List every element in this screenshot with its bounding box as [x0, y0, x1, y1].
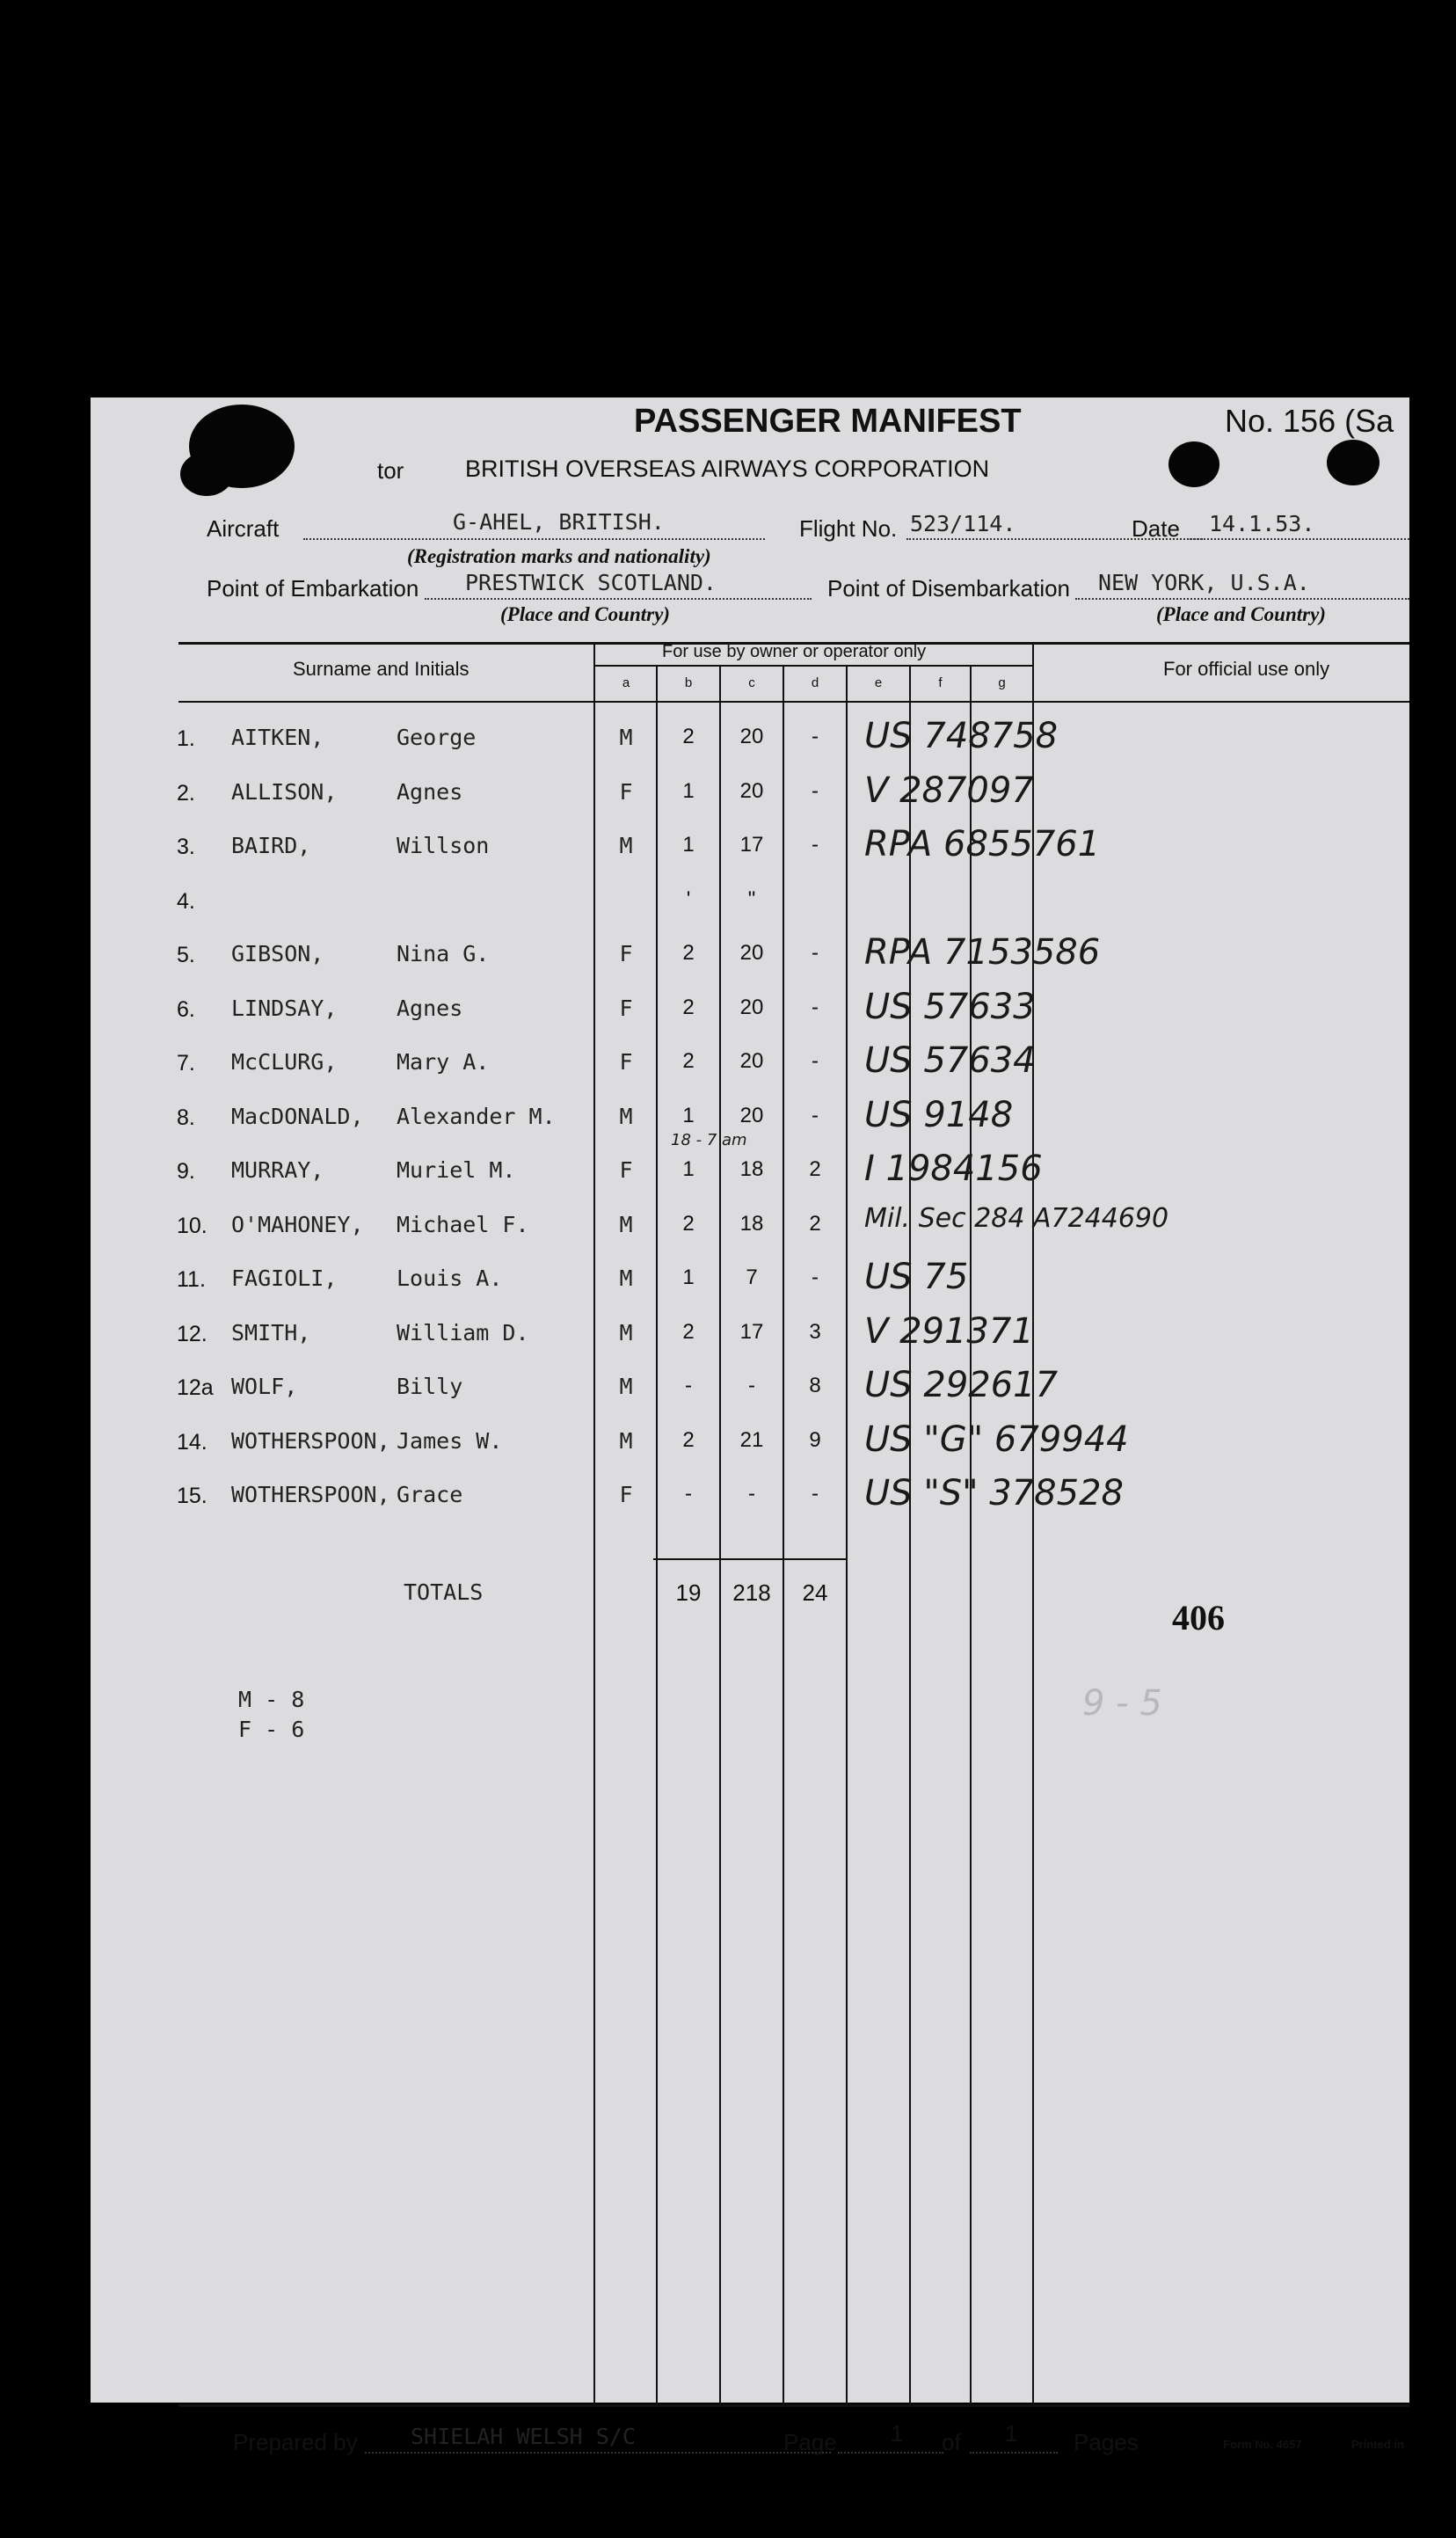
aircraft-value: G-AHEL, BRITISH.	[453, 509, 665, 535]
faint-note: 9 - 5	[1082, 1683, 1162, 1724]
passenger-surname: WOTHERSPOON,	[231, 1482, 390, 1507]
col-b-header: b	[684, 675, 693, 690]
official-entry: US 748758	[864, 716, 1059, 756]
official-entry: US 9148	[864, 1095, 1014, 1135]
manifest-number: No. 156 (Sa	[1225, 403, 1394, 439]
official-entry: I 1984156	[864, 1149, 1043, 1189]
col-c-header: c	[748, 675, 755, 690]
embarkation-label: Point of Embarkation	[207, 575, 419, 602]
passenger-surname: FAGIOLI,	[231, 1265, 338, 1291]
col-b-value: 2	[682, 1049, 695, 1073]
official-entry: V 287097	[864, 770, 1034, 811]
col-b-value: 2	[682, 996, 695, 1019]
col-b-value: '	[686, 887, 691, 911]
col-b-value: -	[685, 1374, 692, 1397]
passenger-surname: BAIRD,	[231, 833, 311, 858]
passenger-surname: AITKEN,	[231, 725, 324, 750]
col-d-value: 2	[809, 1157, 821, 1181]
col-d-value: 3	[809, 1320, 821, 1344]
row-number: 10.	[177, 1214, 207, 1238]
col-d-value: -	[812, 833, 819, 857]
official-entry: US "G" 679944	[864, 1419, 1129, 1460]
page-number: 1	[891, 2420, 904, 2447]
col-c-value: 20	[739, 996, 764, 1019]
passenger-given-name: William D.	[397, 1320, 529, 1346]
registration-note: (Registration marks and nationality)	[407, 545, 711, 567]
col-b-value: 2	[682, 1320, 695, 1344]
ink-blot	[180, 452, 233, 496]
passenger-given-name: Grace	[397, 1482, 463, 1507]
total-d: 24	[802, 1579, 828, 1606]
col-a-sex: M	[619, 833, 633, 858]
operator-name: BRITISH OVERSEAS AIRWAYS CORPORATION	[465, 456, 990, 482]
row-number: 11.	[177, 1267, 206, 1292]
official-entry: US 292617	[864, 1365, 1059, 1405]
passenger-given-name: Alexander M.	[397, 1104, 556, 1129]
passenger-given-name: Willson	[397, 833, 490, 858]
col-d-value: 2	[809, 1212, 821, 1236]
col-a-sex: M	[619, 1265, 633, 1291]
official-entry: US 75	[864, 1257, 969, 1297]
col-c-value: 20	[739, 779, 764, 803]
official-entry: US 57634	[864, 1040, 1036, 1081]
passenger-given-name: George	[397, 725, 477, 750]
col-d-value: -	[812, 996, 819, 1019]
col-c-value: 18	[739, 1212, 764, 1236]
col-c-value: 18	[739, 1157, 764, 1181]
col-d-value: -	[812, 1049, 819, 1073]
col-f-header: f	[938, 675, 943, 690]
official-entry: Mil. Sec 284 A7244690	[864, 1203, 1169, 1234]
disembarkation-value: NEW YORK, U.S.A.	[1098, 570, 1310, 595]
col-d-value: -	[812, 941, 819, 965]
col-a-sex: M	[619, 1212, 633, 1237]
row-number: 2.	[177, 781, 195, 806]
col-a-sex: F	[619, 1482, 633, 1507]
col-a-sex: M	[619, 1320, 633, 1346]
row-number: 15.	[177, 1484, 207, 1508]
totals-label: TOTALS	[404, 1579, 484, 1605]
col-a-sex: F	[619, 1049, 633, 1075]
col-c-value: 20	[739, 725, 764, 748]
passenger-surname: McCLURG,	[231, 1049, 338, 1075]
place-note-disembarkation: (Place and Country)	[1156, 603, 1326, 625]
passenger-given-name: Muriel M.	[397, 1157, 516, 1183]
passenger-surname: SMITH,	[231, 1320, 311, 1346]
col-b-value: 1	[682, 1265, 695, 1289]
col-d-value: -	[812, 1265, 819, 1289]
col-a-sex: F	[619, 779, 633, 805]
place-note-embarkation: (Place and Country)	[500, 603, 670, 625]
row-number: 4.	[177, 889, 195, 914]
date-value: 14.1.53.	[1209, 511, 1315, 536]
col-c-value: 17	[739, 1320, 764, 1344]
pages-label: Pages	[1074, 2429, 1139, 2455]
passenger-given-name: James W.	[397, 1428, 503, 1454]
passenger-surname: WOTHERSPOON,	[231, 1428, 390, 1454]
official-entry: RPA 7153586	[864, 932, 1101, 973]
printed-in: Printed in	[1351, 2438, 1404, 2451]
passenger-given-name: Michael F.	[397, 1212, 529, 1237]
official-entry: V 291371	[864, 1311, 1034, 1352]
passenger-surname: ALLISON,	[231, 779, 338, 805]
passenger-surname: WOLF,	[231, 1374, 298, 1399]
male-count: M - 8	[238, 1687, 305, 1712]
passenger-surname: O'MAHONEY,	[231, 1212, 364, 1237]
row-number: 9.	[177, 1159, 195, 1184]
col-d-value: 8	[809, 1374, 821, 1397]
form-number: Form No. 4657	[1223, 2438, 1302, 2451]
col-b-value: 2	[682, 1428, 695, 1452]
row-number: 7.	[177, 1051, 195, 1076]
flight-label: Flight No.	[799, 515, 898, 542]
official-entry: US "S" 378528	[864, 1473, 1124, 1513]
of-label: of	[942, 2429, 961, 2455]
row-number: 12.	[177, 1322, 207, 1346]
col-c-value: 17	[739, 833, 764, 857]
passenger-given-name: Agnes	[397, 779, 463, 805]
operator-label: tor	[377, 457, 404, 484]
col-d-value: -	[812, 1104, 819, 1127]
col-a-sex: M	[619, 1374, 633, 1399]
row-number: 5.	[177, 943, 195, 967]
col-c-value: 20	[739, 941, 764, 965]
embarkation-value: PRESTWICK SCOTLAND.	[465, 570, 717, 595]
col-a-sex: F	[619, 1157, 633, 1183]
operator-only-header: For use by owner or operator only	[662, 642, 927, 661]
passenger-given-name: Agnes	[397, 996, 463, 1021]
passenger-given-name: Nina G.	[397, 941, 490, 966]
female-count: F - 6	[238, 1717, 305, 1742]
punch-hole	[1327, 440, 1380, 485]
aircraft-label: Aircraft	[207, 515, 280, 542]
official-entry: US 57633	[864, 987, 1036, 1027]
official-use-header: For official use only	[1163, 658, 1330, 680]
surname-header: Surname and Initials	[293, 658, 470, 680]
document-title: PASSENGER MANIFEST	[634, 403, 1022, 440]
row-number: 12a	[177, 1375, 214, 1400]
col-b-value: 2	[682, 1212, 695, 1236]
prepared-by-value: SHIELAH WELSH S/C	[411, 2424, 636, 2449]
row-number: 14.	[177, 1430, 207, 1455]
total-c: 218	[732, 1579, 771, 1606]
col-d-value: 9	[809, 1428, 821, 1452]
col-b-value: 1	[682, 1104, 695, 1127]
manifest-document	[91, 397, 1409, 2455]
col-b-value: 2	[682, 725, 695, 748]
passenger-surname: MURRAY,	[231, 1157, 324, 1183]
passenger-surname: LINDSAY,	[231, 996, 338, 1021]
col-b-value: 1	[682, 1157, 695, 1181]
flight-value: 523/114.	[910, 511, 1016, 536]
row-number: 8.	[177, 1105, 195, 1130]
punch-hole	[1168, 441, 1219, 487]
passenger-given-name: Louis A.	[397, 1265, 503, 1291]
passenger-given-name: Billy	[397, 1374, 463, 1399]
total-weight: 406	[1172, 1598, 1225, 1637]
col-b-value: -	[685, 1482, 692, 1506]
col-b-value: 2	[682, 941, 695, 965]
col-a-sex: F	[619, 996, 633, 1021]
col-d-header: d	[811, 675, 819, 690]
row-number: 3.	[177, 835, 195, 859]
col-d-value: -	[812, 725, 819, 748]
col-d-value: -	[812, 779, 819, 803]
col-b-value: 1	[682, 833, 695, 857]
passenger-surname: GIBSON,	[231, 941, 324, 966]
col-c-value: -	[748, 1482, 755, 1506]
col-b-value: 1	[682, 779, 695, 803]
col-a-sex: M	[619, 725, 633, 750]
col-g-header: g	[998, 675, 1006, 690]
col-c-value: -	[748, 1374, 755, 1397]
col-a-sex: M	[619, 1104, 633, 1129]
col-c-value: 21	[739, 1428, 764, 1452]
passenger-given-name: Mary A.	[397, 1049, 490, 1075]
official-entry: RPA 6855761	[864, 824, 1101, 864]
col-c-value: 20	[739, 1049, 764, 1073]
col-c-value: 20	[739, 1104, 764, 1127]
date-label: Date	[1132, 515, 1180, 542]
row-number: 6.	[177, 997, 195, 1022]
col-c-value: "	[747, 887, 756, 911]
row-number: 1.	[177, 726, 195, 751]
col-a-sex: F	[619, 941, 633, 966]
col-d-value: -	[812, 1482, 819, 1506]
disembarkation-label: Point of Disembarkation	[827, 575, 1071, 602]
page-total: 1	[1005, 2420, 1018, 2447]
col-a-header: a	[622, 675, 630, 690]
prepared-by-label: Prepared by	[233, 2429, 358, 2455]
total-b: 19	[675, 1579, 702, 1606]
page-label: Page	[783, 2429, 837, 2455]
col-e-header: e	[874, 675, 883, 690]
annotation-macdonald: 18 - 7 am	[671, 1131, 747, 1149]
col-c-value: 7	[746, 1265, 758, 1289]
passenger-surname: MacDONALD,	[231, 1104, 364, 1129]
col-a-sex: M	[619, 1428, 633, 1454]
